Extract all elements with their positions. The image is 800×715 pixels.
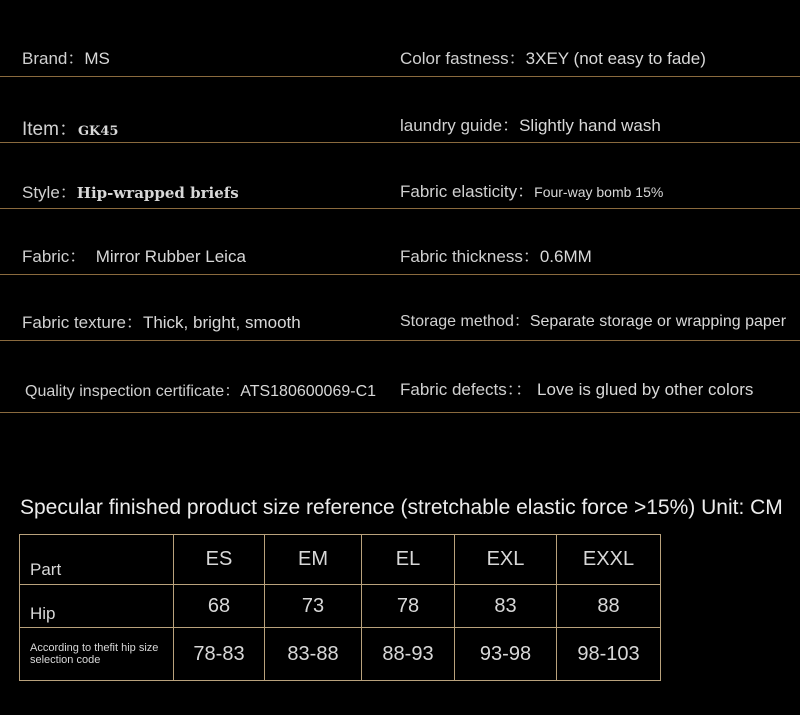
spec-left (22, 114, 118, 141)
table-row-header (20, 535, 661, 585)
table-cell: Hip (20, 585, 174, 628)
spec-label: Fabric thickness： (400, 247, 540, 266)
spec-row (0, 274, 800, 341)
spec-row (0, 208, 800, 275)
table-row-hip (20, 585, 661, 628)
spec-value: 0.6MM (539, 247, 592, 266)
spec-value: Love is glued by other colors (537, 380, 754, 399)
spec-right (400, 308, 786, 331)
spec-value: MS (84, 49, 110, 68)
table-header-cell: Part (20, 535, 174, 585)
table-cell: 83 (455, 585, 557, 628)
table-cell: 78 (362, 585, 455, 628)
spec-left (25, 378, 376, 401)
spec-row (0, 142, 800, 209)
spec-right (400, 111, 661, 136)
table-cell: 73 (265, 585, 362, 628)
spec-right (400, 44, 706, 69)
table-cell: 88 (557, 585, 661, 628)
size-table (19, 534, 661, 681)
table-header-cell: EXXL (557, 535, 661, 585)
spec-right (400, 242, 592, 267)
spec-value: Thick, bright, smooth (142, 313, 301, 332)
table-header-cell: EM (265, 535, 362, 585)
size-reference-title: Specular finished product size reference (stretchable elastic force >15%) Unit: CM (20, 496, 783, 519)
spec-label: Item： (22, 119, 78, 140)
spec-label: Fabric defects：： (400, 380, 533, 399)
spec-left (22, 308, 301, 333)
table-cell: 68 (174, 585, 265, 628)
spec-label: Brand： (22, 49, 85, 68)
spec-row (0, 76, 800, 143)
table-cell: 83-88 (265, 628, 362, 681)
spec-row (0, 10, 800, 77)
spec-value: Mirror Rubber Leica (95, 247, 246, 266)
spec-right (400, 375, 753, 400)
table-cell: 93-98 (455, 628, 557, 681)
spec-left (22, 178, 239, 203)
spec-value: GK45 (77, 124, 119, 139)
table-cell: According to thefit hip size selection code (20, 628, 174, 681)
table-cell: 98-103 (557, 628, 661, 681)
spec-value: Slightly hand wash (519, 116, 661, 135)
spec-label: Quality inspection certificate： (25, 383, 241, 400)
spec-label: laundry guide： (400, 116, 520, 135)
spec-label: Color fastness： (400, 49, 526, 68)
spec-value: Hip-wrapped briefs (76, 184, 239, 202)
spec-row (0, 340, 800, 413)
spec-value: ATS180600069-C1 (240, 383, 377, 400)
spec-label: Fabric texture： (22, 313, 143, 332)
spec-value: Four-way bomb 15% (534, 184, 664, 200)
spec-right (400, 177, 663, 202)
spec-value: Separate storage or wrapping paper (529, 313, 787, 330)
spec-label: Fabric elasticity： (400, 182, 535, 201)
table-row-size-code (20, 628, 661, 681)
table-cell: 88-93 (362, 628, 455, 681)
spec-value: 3XEY (not easy to fade) (525, 49, 706, 68)
table-header-cell: EXL (455, 535, 557, 585)
table-header-cell: ES (174, 535, 265, 585)
spec-label: Fabric： (22, 247, 87, 266)
spec-left (22, 242, 246, 267)
spec-left (22, 44, 110, 69)
table-cell: 78-83 (174, 628, 265, 681)
spec-label: Storage method： (400, 313, 530, 330)
table-header-cell: EL (362, 535, 455, 585)
spec-label: Style： (22, 183, 77, 202)
